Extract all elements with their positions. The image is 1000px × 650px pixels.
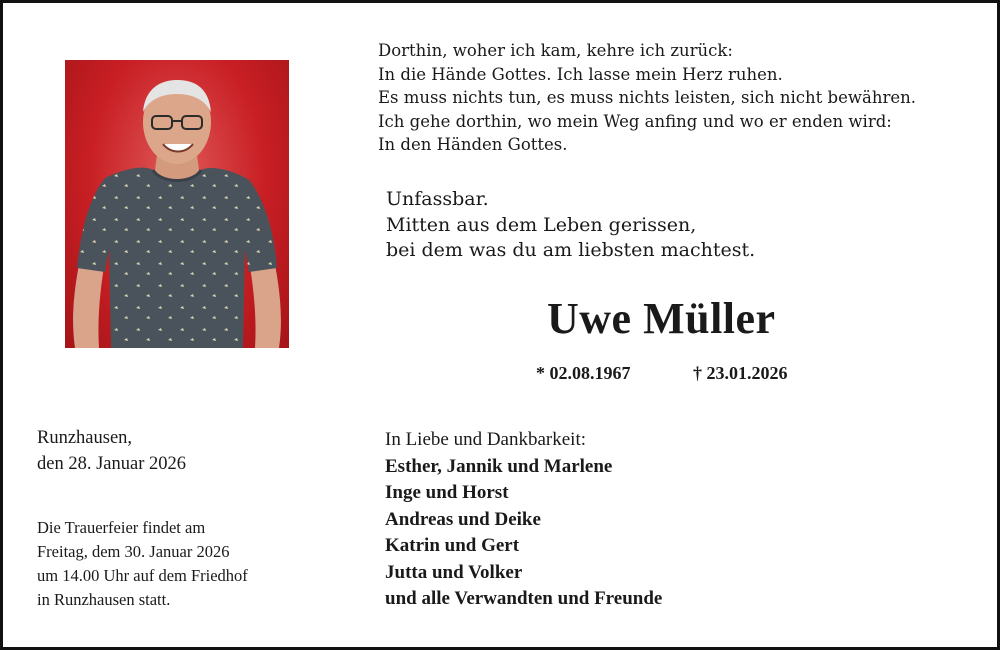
mourners-list — [385, 427, 662, 613]
tribute-line: bei dem was du am liebsten machtest. — [386, 239, 756, 261]
tribute-line: Unfassbar. — [386, 188, 489, 210]
mourner-name: und alle Verwandten und Freunde — [385, 588, 663, 609]
mourners-intro: In Liebe und Dankbarkeit: — [385, 429, 587, 450]
service-line: um 14.00 Uhr auf dem Friedhof — [37, 566, 248, 585]
death-date: † 23.01.2026 — [693, 363, 788, 383]
place-and-date — [37, 425, 186, 477]
place: Runzhausen, — [37, 428, 133, 448]
poem-line: Dorthin, woher ich kam, kehre ich zurück: — [378, 41, 733, 60]
birth-date: * 02.08.1967 — [536, 363, 631, 383]
deceased-name: Uwe Müller — [547, 294, 776, 343]
service-line: Die Trauerfeier findet am — [37, 518, 206, 537]
mourner-name: Esther, Jannik und Marlene — [385, 455, 613, 477]
notice-date: den 28. Januar 2026 — [37, 454, 186, 474]
portrait-illustration — [65, 60, 289, 348]
poem — [378, 39, 916, 157]
mourner-name: Andreas und Deike — [385, 508, 541, 530]
mourner-name: Jutta und Volker — [385, 561, 523, 583]
tribute-line: Mitten aus dem Leben gerissen, — [386, 213, 697, 236]
service-line: in Runzhausen statt. — [37, 590, 171, 609]
service-line: Freitag, dem 30. Januar 2026 — [37, 542, 230, 561]
funeral-service-info — [37, 516, 248, 612]
poem-line: In den Händen Gottes. — [378, 135, 568, 154]
mourner-name: Katrin und Gert — [385, 535, 520, 556]
poem-line: Ich gehe dorthin, wo mein Weg anfing und wo er enden wird: — [378, 111, 892, 131]
portrait-photo — [65, 60, 289, 348]
tribute-text — [386, 187, 755, 264]
mourner-name: Inge und Horst — [385, 482, 509, 503]
poem-line: In die Hände Gottes. Ich lasse mein Herz ruhen. — [378, 64, 783, 84]
poem-line: Es muss nichts tun, es muss nichts leisten, sich nicht bewähren. — [378, 88, 916, 107]
